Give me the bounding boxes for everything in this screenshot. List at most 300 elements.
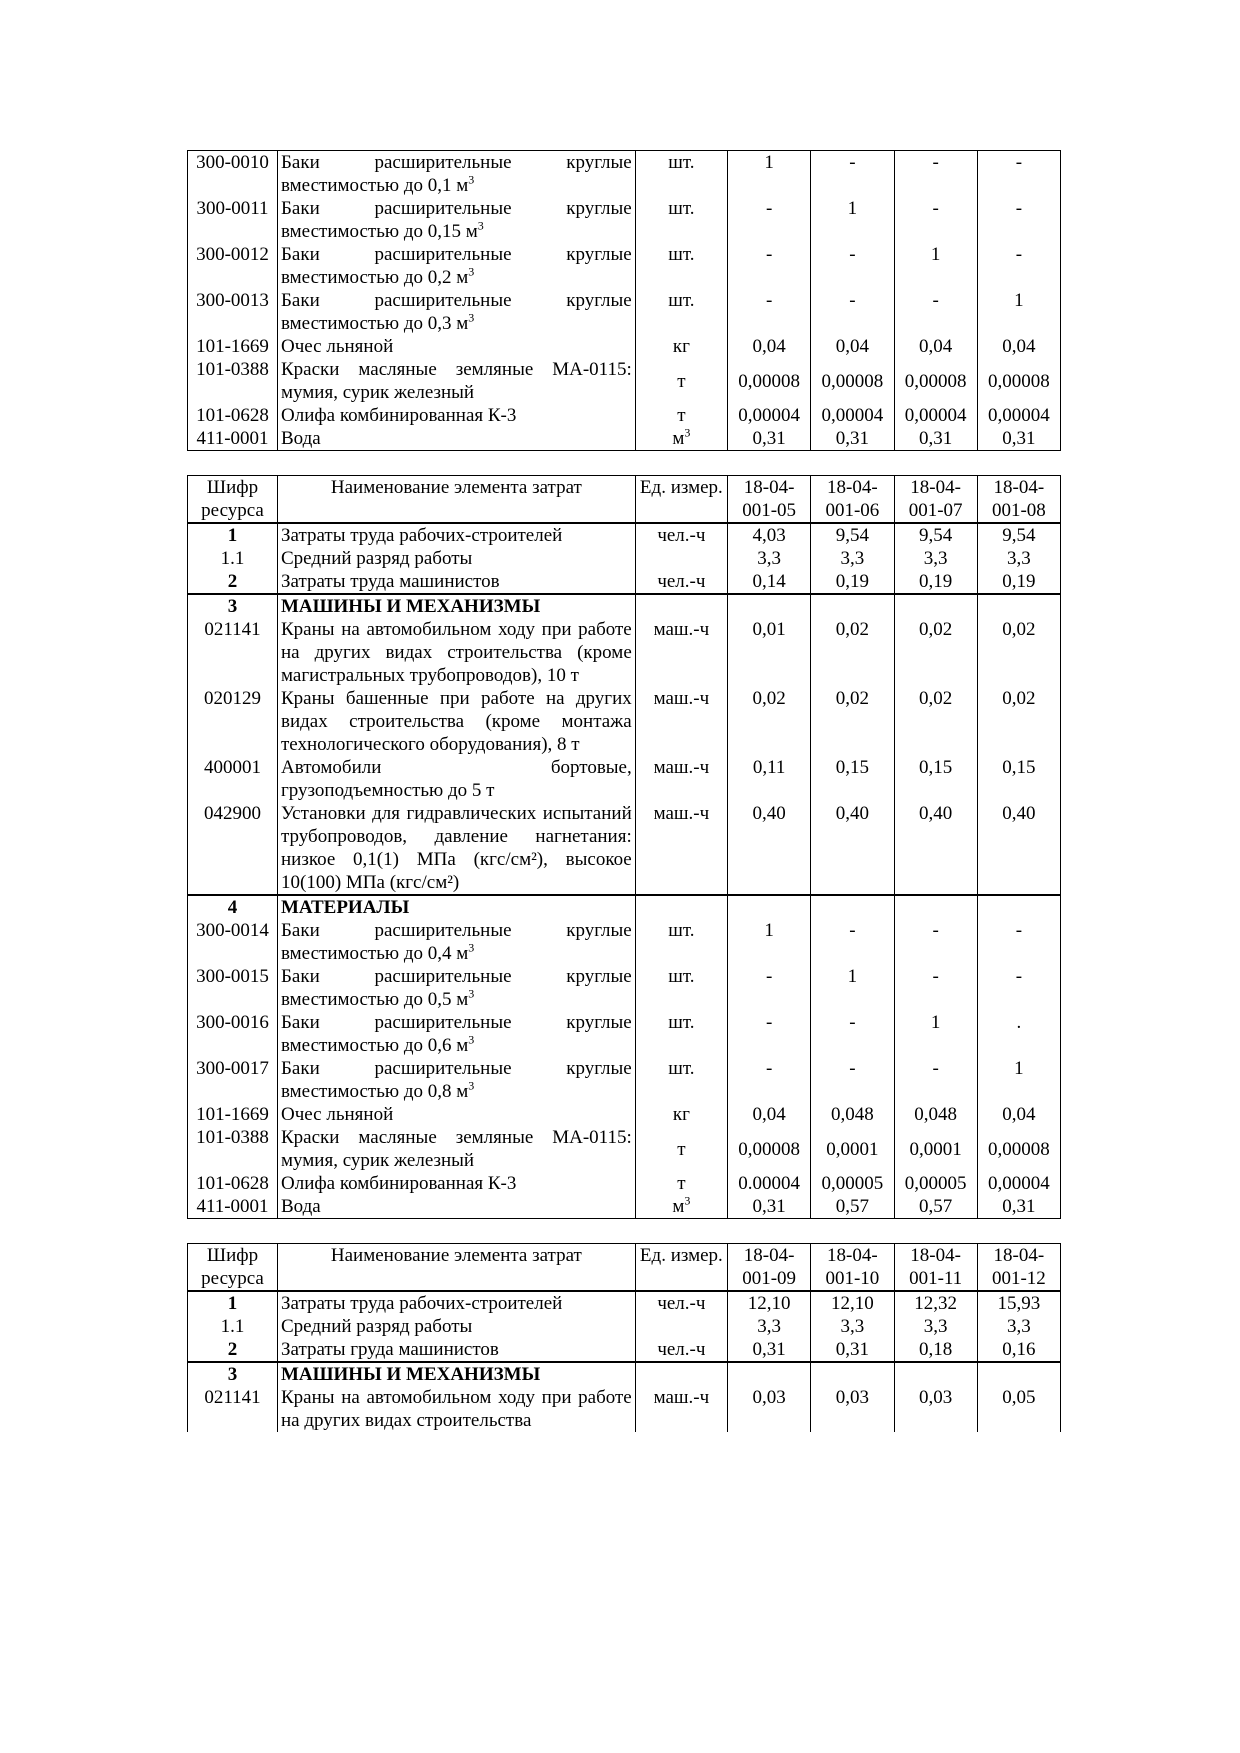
value-cell: - bbox=[894, 197, 977, 243]
value-cell: 0,03 bbox=[811, 1386, 894, 1432]
resource-code: 300-0014 bbox=[188, 919, 278, 965]
value-cell: 0,03 bbox=[728, 1386, 811, 1432]
value-cell: 0,40 bbox=[894, 802, 977, 895]
cost-element-name bbox=[278, 802, 636, 895]
resource-code: 1 bbox=[188, 1291, 278, 1315]
unit-cell bbox=[635, 427, 727, 451]
value-cell bbox=[811, 594, 894, 618]
resource-code: 042900 bbox=[188, 802, 278, 895]
resource-code: 2 bbox=[188, 1338, 278, 1362]
unit-cell bbox=[635, 802, 727, 895]
value-cell: - bbox=[728, 289, 811, 335]
table-row bbox=[188, 547, 1061, 570]
header-code: Шифр ресурса bbox=[188, 1244, 278, 1292]
value-cell: 1 bbox=[894, 243, 977, 289]
table-header-row bbox=[188, 1244, 1061, 1292]
unit-cell bbox=[635, 687, 727, 756]
value-cell: 0,00005 bbox=[894, 1172, 977, 1195]
unit-cell bbox=[635, 570, 727, 594]
resource-code: 101-1669 bbox=[188, 335, 278, 358]
cost-element-text: Краски масляные земляные МА-0115: мумия, сурик железный bbox=[281, 1127, 632, 1171]
cost-element-text: Очес льняной bbox=[281, 1104, 394, 1125]
unit-cell bbox=[635, 1315, 727, 1338]
value-cell: 4,03 bbox=[728, 523, 811, 547]
value-cell: 0,40 bbox=[811, 802, 894, 895]
unit-cell bbox=[635, 1057, 727, 1103]
table-row bbox=[188, 1315, 1061, 1338]
cost-element-text: Затраты труда рабочих-строителей bbox=[281, 525, 563, 546]
unit-cell bbox=[635, 756, 727, 802]
value-cell: 0.00004 bbox=[728, 1172, 811, 1195]
cost-element-text: Баки расширительные круглые вместимостью до 0,2 м bbox=[281, 244, 632, 288]
unit-text: шт. bbox=[668, 290, 695, 311]
unit-cell bbox=[635, 1103, 727, 1126]
cost-element-text: Баки расширительные круглые вместимостью до 0,3 м bbox=[281, 290, 632, 334]
value-cell: 0,0001 bbox=[894, 1126, 977, 1172]
value-cell: - bbox=[811, 1057, 894, 1103]
unit-cell bbox=[635, 151, 727, 198]
resource-code: 411-0001 bbox=[188, 427, 278, 451]
cost-element-text: Средний разряд работы bbox=[281, 548, 473, 569]
cost-element-name bbox=[278, 1011, 636, 1057]
table-row bbox=[188, 1011, 1061, 1057]
unit-text: т bbox=[677, 370, 686, 392]
unit-cell bbox=[635, 1338, 727, 1362]
resource-code: 300-0015 bbox=[188, 965, 278, 1011]
resource-code: 101-1669 bbox=[188, 1103, 278, 1126]
table-row bbox=[188, 335, 1061, 358]
value-cell: - bbox=[728, 1011, 811, 1057]
value-cell: 0,00008 bbox=[977, 358, 1060, 404]
resource-code: 3 bbox=[188, 1362, 278, 1386]
value-cell: 9,54 bbox=[811, 523, 894, 547]
header-norm-code: 18-04-001-07 bbox=[894, 476, 977, 524]
unit-cell bbox=[635, 335, 727, 358]
value-cell: - bbox=[977, 197, 1060, 243]
unit-text: т bbox=[677, 1138, 686, 1160]
cost-element-text: Олифа комбинированная К-3 bbox=[281, 1173, 517, 1194]
value-cell: 0,00008 bbox=[977, 1126, 1060, 1172]
value-cell: - bbox=[728, 965, 811, 1011]
value-cell: 0,02 bbox=[977, 618, 1060, 687]
cost-element-name bbox=[278, 1315, 636, 1338]
unit-cell bbox=[635, 243, 727, 289]
header-unit: Ед. измер. bbox=[635, 476, 727, 524]
value-cell: 3,3 bbox=[728, 547, 811, 570]
resource-code: 300-0016 bbox=[188, 1011, 278, 1057]
cost-element-text: МАШИНЫ И МЕХАНИЗМЫ bbox=[281, 1364, 541, 1385]
cost-element-text: Затраты труда машинистов bbox=[281, 571, 500, 592]
cost-element-name bbox=[278, 1195, 636, 1219]
superscript: 3 bbox=[468, 310, 475, 325]
cost-element-name bbox=[278, 243, 636, 289]
value-cell bbox=[977, 895, 1060, 919]
table-row bbox=[188, 919, 1061, 965]
unit-text: шт. bbox=[668, 1058, 695, 1079]
unit-cell bbox=[635, 618, 727, 687]
value-cell: 3,3 bbox=[811, 1315, 894, 1338]
unit-cell bbox=[635, 1126, 727, 1172]
header-norm-code: 18-04-001-08 bbox=[977, 476, 1060, 524]
table-row bbox=[188, 1386, 1061, 1432]
value-cell: 0,11 bbox=[728, 756, 811, 802]
value-cell: 0,00008 bbox=[894, 358, 977, 404]
value-cell bbox=[728, 895, 811, 919]
table-header-row bbox=[188, 476, 1061, 524]
value-cell: 0,02 bbox=[728, 687, 811, 756]
value-cell: 0,40 bbox=[728, 802, 811, 895]
value-cell: 0,19 bbox=[894, 570, 977, 594]
resource-code: 101-0628 bbox=[188, 1172, 278, 1195]
value-cell: 12,32 bbox=[894, 1291, 977, 1315]
header-norm-code: 18-04-001-06 bbox=[811, 476, 894, 524]
cost-element-name bbox=[278, 404, 636, 427]
cost-element-name bbox=[278, 523, 636, 547]
cost-element-text: Вода bbox=[281, 1196, 321, 1217]
table-row bbox=[188, 358, 1061, 404]
value-cell: 1 bbox=[811, 197, 894, 243]
value-cell: - bbox=[894, 1057, 977, 1103]
value-cell: 0,57 bbox=[811, 1195, 894, 1219]
value-cell: 0,15 bbox=[894, 756, 977, 802]
value-cell: 0,02 bbox=[811, 687, 894, 756]
unit-cell bbox=[635, 1172, 727, 1195]
value-cell: - bbox=[811, 243, 894, 289]
cost-element-text: Баки расширительные круглые вместимостью до 0,5 м bbox=[281, 966, 632, 1010]
cost-element-text: Краски масляные земляные МА-0115: мумия, сурик железный bbox=[281, 359, 632, 403]
value-cell bbox=[894, 594, 977, 618]
unit-cell bbox=[635, 404, 727, 427]
table-row bbox=[188, 427, 1061, 451]
table-row bbox=[188, 197, 1061, 243]
header-norm-code: 18-04-001-12 bbox=[977, 1244, 1060, 1292]
value-cell: 0,04 bbox=[728, 1103, 811, 1126]
resource-code: 3 bbox=[188, 594, 278, 618]
unit-cell bbox=[635, 289, 727, 335]
cost-element-name bbox=[278, 1172, 636, 1195]
header-name: Наименование элемента затрат bbox=[278, 476, 636, 524]
resource-code: 020129 bbox=[188, 687, 278, 756]
header-name: Наименование элемента затрат bbox=[278, 1244, 636, 1292]
value-cell: - bbox=[811, 289, 894, 335]
section-row bbox=[188, 1362, 1061, 1386]
unit-cell bbox=[635, 594, 727, 618]
value-cell: 1 bbox=[728, 919, 811, 965]
value-cell: 0,57 bbox=[894, 1195, 977, 1219]
cost-element-name bbox=[278, 1126, 636, 1172]
header-norm-code: 18-04-001-09 bbox=[728, 1244, 811, 1292]
section-row bbox=[188, 895, 1061, 919]
value-cell: - bbox=[811, 1011, 894, 1057]
value-cell: 1 bbox=[977, 289, 1060, 335]
header-code: Шифр ресурса bbox=[188, 476, 278, 524]
cost-element-name bbox=[278, 358, 636, 404]
cost-element-name bbox=[278, 1291, 636, 1315]
value-cell: - bbox=[728, 243, 811, 289]
value-cell: 0,00004 bbox=[977, 1172, 1060, 1195]
cost-element-text: МАШИНЫ И МЕХАНИЗМЫ bbox=[281, 596, 541, 617]
value-cell bbox=[977, 1362, 1060, 1386]
cost-element-name bbox=[278, 1386, 636, 1432]
value-cell: 0,00004 bbox=[977, 404, 1060, 427]
cost-element-name bbox=[278, 1103, 636, 1126]
superscript: 3 bbox=[468, 264, 475, 279]
unit-text: чел.-ч bbox=[657, 1293, 706, 1314]
cost-element-name bbox=[278, 618, 636, 687]
resource-code: 400001 bbox=[188, 756, 278, 802]
unit-text: чел.-ч bbox=[657, 1339, 706, 1360]
cost-element-text: Очес льняной bbox=[281, 336, 394, 357]
value-cell: 0,0001 bbox=[811, 1126, 894, 1172]
table-row bbox=[188, 1291, 1061, 1315]
cost-element-text: Краны на автомобильном ходу при работе на других видах строительства bbox=[281, 1387, 632, 1431]
table-row bbox=[188, 151, 1061, 198]
cost-element-text: МАТЕРИАЛЫ bbox=[281, 897, 410, 918]
unit-cell bbox=[635, 919, 727, 965]
value-cell: 0,18 bbox=[894, 1338, 977, 1362]
value-cell: 0,02 bbox=[894, 618, 977, 687]
table-row bbox=[188, 1338, 1061, 1362]
table-row bbox=[188, 1172, 1061, 1195]
value-cell bbox=[977, 594, 1060, 618]
header-norm-code: 18-04-001-10 bbox=[811, 1244, 894, 1292]
value-cell: 0,00004 bbox=[811, 404, 894, 427]
value-cell: 0,40 bbox=[977, 802, 1060, 895]
value-cell: 0,00004 bbox=[894, 404, 977, 427]
value-cell: - bbox=[977, 151, 1060, 198]
superscript: 3 bbox=[684, 425, 691, 440]
value-cell: - bbox=[977, 919, 1060, 965]
section-row bbox=[188, 594, 1061, 618]
unit-cell bbox=[635, 1362, 727, 1386]
unit-text: шт. bbox=[668, 152, 695, 173]
document-page bbox=[187, 150, 1061, 1432]
unit-cell bbox=[635, 1195, 727, 1219]
resource-code: 101-0388 bbox=[188, 358, 278, 404]
value-cell: 0,04 bbox=[728, 335, 811, 358]
cost-element-text: Затраты труда рабочих-строителей bbox=[281, 1293, 563, 1314]
unit-cell bbox=[635, 358, 727, 404]
table-row bbox=[188, 1057, 1061, 1103]
value-cell: 0,31 bbox=[811, 1338, 894, 1362]
unit-text: кг bbox=[672, 336, 690, 357]
unit-text: маш.-ч bbox=[653, 803, 710, 824]
resource-code: 101-0628 bbox=[188, 404, 278, 427]
header-norm-code: 18-04-001-11 bbox=[894, 1244, 977, 1292]
unit-cell bbox=[635, 197, 727, 243]
cost-element-text: Баки расширительные круглые вместимостью до 0,8 м bbox=[281, 1058, 632, 1102]
value-cell: 0,02 bbox=[977, 687, 1060, 756]
unit-cell bbox=[635, 965, 727, 1011]
unit-text: м bbox=[672, 428, 685, 449]
cost-table-2 bbox=[187, 475, 1061, 1219]
table-row bbox=[188, 523, 1061, 547]
cost-element-text: Краны на автомобильном ходу при работе на других видах строительства (кроме магистральных трубопроводов), 10 т bbox=[281, 619, 632, 686]
unit-cell bbox=[635, 523, 727, 547]
value-cell: - bbox=[894, 289, 977, 335]
cost-element-name bbox=[278, 1338, 636, 1362]
cost-table-1 bbox=[187, 150, 1061, 451]
superscript: 3 bbox=[468, 1032, 475, 1047]
value-cell: 0,31 bbox=[894, 427, 977, 451]
value-cell: . bbox=[977, 1011, 1060, 1057]
value-cell: 0,31 bbox=[977, 1195, 1060, 1219]
value-cell: 0,04 bbox=[811, 335, 894, 358]
unit-text: шт. bbox=[668, 244, 695, 265]
cost-element-name bbox=[278, 965, 636, 1011]
value-cell: 0,00008 bbox=[728, 358, 811, 404]
table-row bbox=[188, 1126, 1061, 1172]
value-cell: - bbox=[811, 151, 894, 198]
cost-element-name bbox=[278, 594, 636, 618]
value-cell: - bbox=[977, 965, 1060, 1011]
unit-text: шт. bbox=[668, 920, 695, 941]
value-cell: 0,03 bbox=[894, 1386, 977, 1432]
table-row bbox=[188, 618, 1061, 687]
table-row bbox=[188, 1195, 1061, 1219]
value-cell: 0,31 bbox=[728, 1195, 811, 1219]
cost-element-name bbox=[278, 335, 636, 358]
value-cell bbox=[728, 594, 811, 618]
value-cell: 3,3 bbox=[894, 1315, 977, 1338]
cost-element-name bbox=[278, 1057, 636, 1103]
value-cell: 12,10 bbox=[728, 1291, 811, 1315]
cost-element-name bbox=[278, 687, 636, 756]
value-cell: 1 bbox=[728, 151, 811, 198]
value-cell: 0,048 bbox=[894, 1103, 977, 1126]
unit-text: м bbox=[672, 1196, 685, 1217]
table-row bbox=[188, 289, 1061, 335]
resource-code: 101-0388 bbox=[188, 1126, 278, 1172]
value-cell: 3,3 bbox=[728, 1315, 811, 1338]
cost-element-name bbox=[278, 756, 636, 802]
value-cell: 0,15 bbox=[977, 756, 1060, 802]
value-cell: 1 bbox=[811, 965, 894, 1011]
cost-element-text: Баки расширительные круглые вместимостью до 0,1 м bbox=[281, 152, 632, 196]
unit-text: кг bbox=[672, 1104, 690, 1125]
value-cell: 3,3 bbox=[894, 547, 977, 570]
value-cell: 0,31 bbox=[811, 427, 894, 451]
unit-text: шт. bbox=[668, 1012, 695, 1033]
resource-code: 1.1 bbox=[188, 547, 278, 570]
value-cell: 0,31 bbox=[977, 427, 1060, 451]
table-row bbox=[188, 687, 1061, 756]
resource-code: 021141 bbox=[188, 1386, 278, 1432]
superscript: 3 bbox=[477, 218, 484, 233]
cost-element-name bbox=[278, 151, 636, 198]
table-row bbox=[188, 965, 1061, 1011]
cost-element-text: Затраты груда машинистов bbox=[281, 1339, 499, 1360]
cost-element-text: Вода bbox=[281, 428, 321, 449]
value-cell: 1 bbox=[977, 1057, 1060, 1103]
resource-code: 300-0012 bbox=[188, 243, 278, 289]
value-cell: 0,02 bbox=[811, 618, 894, 687]
unit-text: маш.-ч bbox=[653, 688, 710, 709]
superscript: 3 bbox=[468, 940, 475, 955]
value-cell: - bbox=[811, 919, 894, 965]
table-row bbox=[188, 570, 1061, 594]
value-cell: 12,10 bbox=[811, 1291, 894, 1315]
value-cell: 0,19 bbox=[977, 570, 1060, 594]
resource-code: 300-0013 bbox=[188, 289, 278, 335]
value-cell: 0,19 bbox=[811, 570, 894, 594]
value-cell bbox=[811, 895, 894, 919]
unit-text: маш.-ч bbox=[653, 757, 710, 778]
resource-code: 411-0001 bbox=[188, 1195, 278, 1219]
value-cell: 0,02 bbox=[894, 687, 977, 756]
resource-code: 4 bbox=[188, 895, 278, 919]
superscript: 3 bbox=[684, 1193, 691, 1208]
value-cell: 9,54 bbox=[977, 523, 1060, 547]
value-cell: 0,04 bbox=[977, 1103, 1060, 1126]
value-cell bbox=[894, 895, 977, 919]
value-cell: - bbox=[728, 197, 811, 243]
value-cell: 0,00005 bbox=[811, 1172, 894, 1195]
cost-element-text: Баки расширительные круглые вместимостью до 0,6 м bbox=[281, 1012, 632, 1056]
unit-text: т bbox=[677, 1173, 686, 1194]
value-cell: 0,31 bbox=[728, 1338, 811, 1362]
unit-text: шт. bbox=[668, 198, 695, 219]
value-cell: 3,3 bbox=[977, 547, 1060, 570]
value-cell: 3,3 bbox=[977, 1315, 1060, 1338]
table-row bbox=[188, 1103, 1061, 1126]
cost-element-text: Баки расширительные круглые вместимостью до 0,15 м bbox=[281, 198, 632, 242]
unit-cell bbox=[635, 1011, 727, 1057]
value-cell: 0,04 bbox=[977, 335, 1060, 358]
header-norm-code: 18-04-001-05 bbox=[728, 476, 811, 524]
cost-element-text: Олифа комбинированная К-3 bbox=[281, 405, 517, 426]
value-cell: 0,048 bbox=[811, 1103, 894, 1126]
resource-code: 2 bbox=[188, 570, 278, 594]
cost-element-text: Краны башенные при работе на других видах строительства (кроме монтажа технологического оборудования), 8 т bbox=[281, 688, 632, 755]
header-unit: Ед. измер. bbox=[635, 1244, 727, 1292]
cost-element-name bbox=[278, 570, 636, 594]
value-cell: - bbox=[894, 151, 977, 198]
value-cell: - bbox=[894, 919, 977, 965]
cost-element-name bbox=[278, 895, 636, 919]
unit-cell bbox=[635, 547, 727, 570]
value-cell: 0,15 bbox=[811, 756, 894, 802]
cost-element-name bbox=[278, 919, 636, 965]
cost-element-text: Средний разряд работы bbox=[281, 1316, 473, 1337]
unit-text: маш.-ч bbox=[653, 1387, 710, 1408]
unit-cell bbox=[635, 1386, 727, 1432]
value-cell: 0,00008 bbox=[728, 1126, 811, 1172]
value-cell: 3,3 bbox=[811, 547, 894, 570]
value-cell: 0,05 bbox=[977, 1386, 1060, 1432]
value-cell: 15,93 bbox=[977, 1291, 1060, 1315]
unit-text: шт. bbox=[668, 966, 695, 987]
cost-element-name bbox=[278, 197, 636, 243]
unit-cell bbox=[635, 895, 727, 919]
value-cell: 0,00004 bbox=[728, 404, 811, 427]
cost-element-name bbox=[278, 289, 636, 335]
unit-text: чел.-ч bbox=[657, 525, 706, 546]
cost-table-3 bbox=[187, 1243, 1061, 1432]
cost-element-text: Установки для гидравлических испытаний трубопроводов, давление нагнетания: низкое 0,1(1) МПа (кгс/см²), высокое 10(100) МПа (кгс/см²) bbox=[281, 803, 632, 893]
unit-text: т bbox=[677, 405, 686, 426]
value-cell: - bbox=[894, 965, 977, 1011]
value-cell: 0,31 bbox=[728, 427, 811, 451]
value-cell: - bbox=[977, 243, 1060, 289]
value-cell: - bbox=[728, 1057, 811, 1103]
value-cell: 1 bbox=[894, 1011, 977, 1057]
resource-code: 300-0017 bbox=[188, 1057, 278, 1103]
value-cell: 0,04 bbox=[894, 335, 977, 358]
resource-code: 021141 bbox=[188, 618, 278, 687]
table-row bbox=[188, 404, 1061, 427]
unit-text: маш.-ч bbox=[653, 619, 710, 640]
